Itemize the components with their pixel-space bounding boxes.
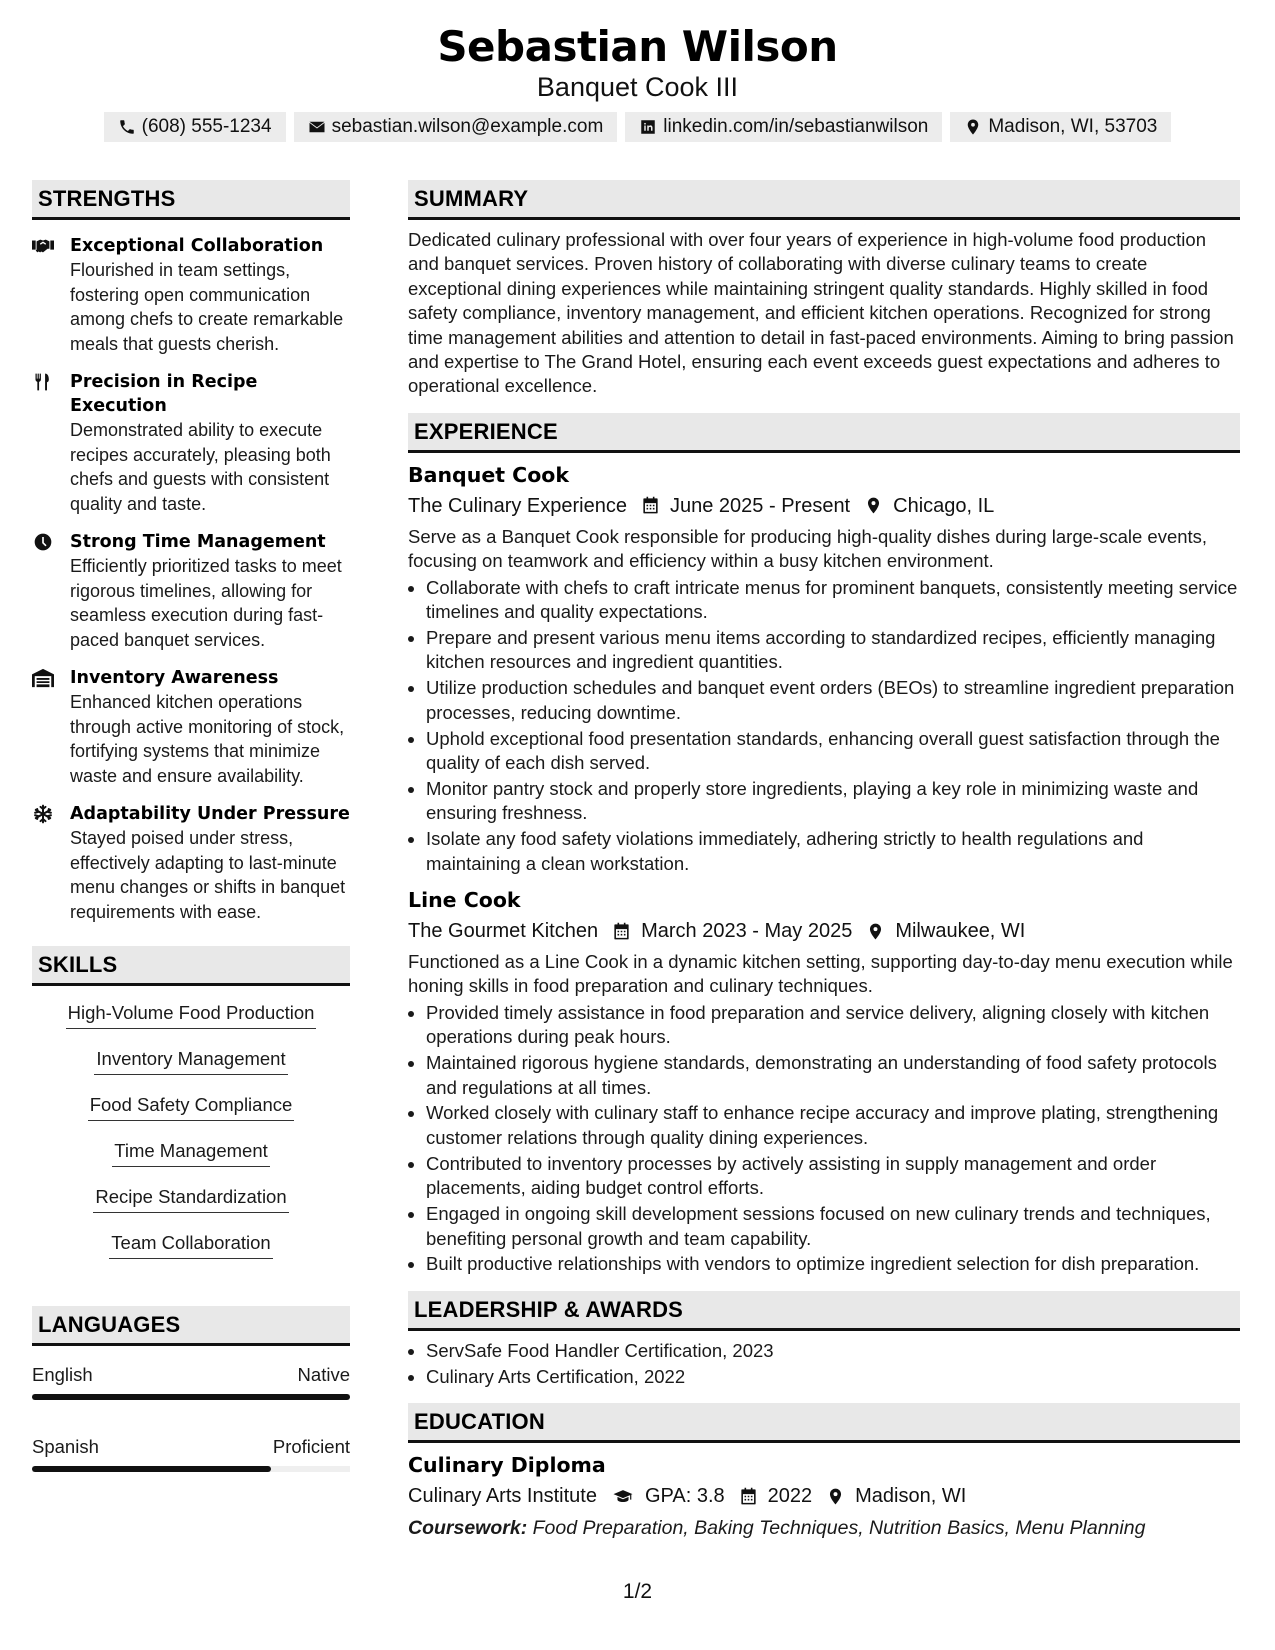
handshake-icon <box>32 236 54 256</box>
skill-tag: Recipe Standardization <box>93 1184 288 1213</box>
coursework <box>408 1513 1240 1543</box>
awards-heading: LEADERSHIP & AWARDS <box>408 1291 1240 1331</box>
strength-item <box>32 234 350 356</box>
job-bullet: • Contributed to inventory processes by actively assisting in supply management and order placements, aiding budget control efforts. <box>426 1152 1240 1201</box>
strength-title: Precision in Recipe Execution <box>70 372 258 416</box>
job-dates: March 2023 - May 2025 <box>641 920 853 943</box>
job-company: The Gourmet Kitchen <box>408 920 599 943</box>
contact-bar <box>0 112 1275 142</box>
calendar-icon <box>612 922 631 941</box>
warehouse-icon <box>32 668 54 688</box>
location-pin-icon <box>864 496 883 515</box>
clock-icon <box>32 532 54 552</box>
contact-linkedin[interactable] <box>625 112 942 142</box>
job-bullets <box>408 1001 1240 1277</box>
job-bullet: • Isolate any food safety violations immediately, adhering strictly to health regulations and maintaining a clean workstation. <box>426 827 1240 876</box>
job-description: Functioned as a Line Cook in a dynamic kitchen setting, supporting day-to-day menu execution while honing skills in food preparation and culinary techniques. <box>408 951 1233 997</box>
award-item: • ServSafe Food Handler Certification, 2023 <box>426 1339 1240 1363</box>
contact-location <box>950 112 1171 142</box>
strength-desc: Demonstrated ability to execute recipes accurately, pleasing both chefs and guests with consistent quality and taste. <box>70 420 331 514</box>
job-bullet: • Engaged in ongoing skill development sessions focused on new culinary trends and techniques, benefiting personal growth and team capability. <box>426 1202 1240 1251</box>
experience-heading: EXPERIENCE <box>408 413 1240 453</box>
right-column <box>408 180 1240 1543</box>
strength-title: Adaptability Under Pressure <box>70 804 350 824</box>
job-bullet: • Built productive relationships with vendors to optimize ingredient selection for dish preparation. <box>426 1252 1240 1276</box>
skill-tag: Food Safety Compliance <box>88 1092 295 1121</box>
location-pin-icon <box>826 1487 845 1506</box>
school-name: Culinary Arts Institute <box>408 1485 597 1508</box>
language-level: Native <box>297 1364 350 1385</box>
language-bar-fill <box>32 1466 271 1472</box>
skill-tag: Time Management <box>112 1138 270 1167</box>
strength-title: Strong Time Management <box>70 532 326 552</box>
calendar-icon <box>641 496 660 515</box>
job-meta <box>408 491 1240 521</box>
snowflake-icon <box>32 804 54 824</box>
graduation-cap-icon <box>611 1487 635 1506</box>
strength-desc: Enhanced kitchen operations through active monitoring of stock, fortifying systems that minimize waste and ensure availability. <box>70 692 345 786</box>
candidate-role: Banquet Cook III <box>536 72 739 102</box>
language-name: Spanish <box>32 1436 99 1457</box>
strength-desc: Efficiently prioritized tasks to meet rigorous timelines, allowing for seamless execution during fast-paced banquet services. <box>70 556 342 650</box>
education-location: Madison, WI <box>855 1485 967 1508</box>
degree-title: Culinary Diploma <box>408 1453 606 1478</box>
strength-item <box>32 530 350 652</box>
job-bullet: • Monitor pantry stock and properly store ingredients, playing a key role in minimizing waste and ensuring freshness. <box>426 777 1240 826</box>
contact-phone-text: (608) 555-1234 <box>141 116 272 137</box>
linkedin-icon <box>639 118 657 136</box>
calendar-icon <box>739 1487 758 1506</box>
awards-list <box>408 1339 1240 1389</box>
job-bullet: • Maintained rigorous hygiene standards, demonstrating an understanding of food safety protocols and regulations at all times. <box>426 1051 1240 1100</box>
location-pin-icon <box>866 922 885 941</box>
skills-list <box>32 1000 350 1276</box>
job-bullet: • Provided timely assistance in food preparation and service delivery, aligning closely with kitchen operations during peak hours. <box>426 1001 1240 1050</box>
strength-item <box>32 802 350 924</box>
job-bullet: • Worked closely with culinary staff to enhance recipe accuracy and improve plating, strengthening customer relations through quality dining experiences. <box>426 1101 1240 1150</box>
strength-title: Inventory Awareness <box>70 668 279 688</box>
strength-title: Exceptional Collaboration <box>70 236 324 256</box>
education-meta <box>408 1481 1240 1511</box>
job-bullet: • Uphold exceptional food presentation standards, enhancing overall guest satisfaction through the quality of each dish served. <box>426 727 1240 776</box>
contact-linkedin-text: linkedin.com/in/sebastianwilson <box>663 116 929 137</box>
language-bar <box>32 1466 350 1472</box>
strength-item <box>32 666 350 788</box>
page-number: 1/2 <box>622 1580 653 1603</box>
summary-heading: SUMMARY <box>408 180 1240 220</box>
language-bar-fill <box>32 1394 350 1400</box>
job-company: The Culinary Experience <box>408 494 627 517</box>
languages-list <box>32 1362 350 1472</box>
job-meta <box>408 916 1240 946</box>
job-location: Milwaukee, WI <box>895 920 1026 943</box>
education-heading: EDUCATION <box>408 1403 1240 1443</box>
coursework-text: Food Preparation, Baking Techniques, Nutrition Basics, Menu Planning <box>532 1517 1146 1540</box>
envelope-icon <box>308 118 326 136</box>
job-description: Serve as a Banquet Cook responsible for producing high-quality dishes during large-scale events, focusing on teamwork and efficiency within a busy kitchen environment. <box>408 525 1208 572</box>
job-entry <box>408 461 1240 876</box>
phone-icon <box>118 118 136 136</box>
language-level: Proficient <box>272 1436 350 1457</box>
languages-heading: LANGUAGES <box>32 1306 350 1346</box>
strength-desc: Stayed poised under stress, effectively adapting to last-minute menu changes or shifts in banquet requirements with ease. <box>70 828 346 922</box>
strength-item <box>32 370 350 516</box>
language-name: English <box>32 1364 93 1385</box>
job-bullet: • Prepare and present various menu items according to standardized recipes, efficiently managing kitchen resources and ingredient quantities. <box>426 626 1240 675</box>
strengths-heading: STRENGTHS <box>32 180 350 220</box>
award-item: • Culinary Arts Certification, 2022 <box>426 1365 1240 1389</box>
skills-heading: SKILLS <box>32 946 350 986</box>
contact-email[interactable] <box>294 112 618 142</box>
education-gpa: GPA: 3.8 <box>644 1485 725 1508</box>
strength-desc: Flourished in team settings, fostering open communication among chefs to create remarkable meals that guests cherish. <box>70 260 344 354</box>
skill-tag: High-Volume Food Production <box>66 1000 317 1029</box>
language-row <box>32 1362 350 1388</box>
skill-tag: Inventory Management <box>94 1046 287 1075</box>
job-dates: June 2025 - Present <box>670 494 851 517</box>
left-column <box>32 180 350 1506</box>
job-location: Chicago, IL <box>893 494 995 517</box>
skill-tag: Team Collaboration <box>109 1230 272 1259</box>
summary-text: Dedicated culinary professional with over four years of experience in high-volume food production and banquet services. Proven history of collaborating with diverse culinary teams to create exceptional dining experiences while maintaining stringent quality standards. Highly skilled in food safety compliance, inventory management, and efficient kitchen operations. Recognized for strong time management abilities and attention to detail in fast-paced environments. Aiming to bring passion and expertise to The Grand Hotel, ensuring each event exceeds guest expectations and adheres to operational excellence. <box>408 229 1234 397</box>
candidate-name: Sebastian Wilson <box>437 22 838 71</box>
language-bar <box>32 1394 350 1400</box>
contact-location-text: Madison, WI, 53703 <box>988 116 1158 137</box>
job-title: Banquet Cook <box>408 462 570 487</box>
education-entry <box>408 1451 1240 1543</box>
job-bullets <box>408 576 1240 876</box>
language-row <box>32 1434 350 1460</box>
contact-phone[interactable] <box>104 112 286 142</box>
job-bullet: • Collaborate with chefs to craft intricate menus for prominent banquets, consistently meeting service timelines and quality expectations. <box>426 576 1240 625</box>
job-title: Line Cook <box>408 888 521 913</box>
job-entry <box>408 886 1240 1277</box>
location-pin-icon <box>964 118 982 136</box>
coursework-label: Coursework: <box>408 1517 528 1540</box>
utensils-icon <box>32 372 54 392</box>
education-year: 2022 <box>767 1485 813 1508</box>
job-bullet: • Utilize production schedules and banquet event orders (BEOs) to streamline ingredient preparation processes, reducing downtime. <box>426 676 1240 725</box>
contact-email-text: sebastian.wilson@example.com <box>331 116 604 137</box>
